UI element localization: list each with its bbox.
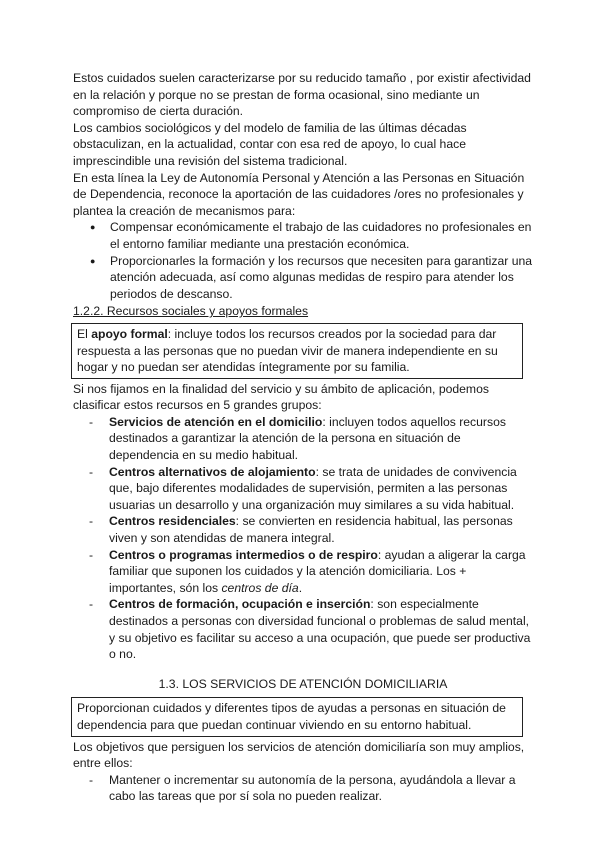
item-text: : se trata de unidades de convivencia que, bajo diferentes modalidades de supervisión, permiten a las personas usuarias un desarrollo y una organización muy similares a su vida habitual. (109, 464, 517, 512)
list-item (89, 513, 533, 546)
list-item (89, 464, 533, 514)
box-prefix: El (77, 326, 92, 341)
item-text: : son especialmente destinados a personas con diversidad funcional o problemas de salud mental, y su objetivo es facilitar su acceso a una ocupación, que puede ser productiva o no. (109, 597, 531, 662)
section-subheading: 1.2.2. Recursos sociales y apoyos formales (73, 304, 309, 319)
list-item (89, 547, 533, 597)
list-item: ● Proporcionarles la formación y los recursos que necesiten para garantizar una atención adecuada, así como algunas medidas de respiro para atender los periodos de descanso. (90, 253, 533, 303)
document-page (73, 70, 533, 805)
item-term: Centros o programas intermedios o de respiro (109, 547, 378, 562)
paragraph-cambios: Los cambios sociológicos y del modelo de familia de las últimas décadas obstaculizan, en la actualidad, contar con esa red de apoyo, lo cual hace imprescindible una revisión del sistema tradicional. (73, 120, 467, 168)
definicion-box: Proporcionan cuidados y diferentes tipos de ayudas a personas en situación de dependencia para que puedan continuar viviendo en su entorno habitual. (71, 697, 523, 736)
item-text: : se convierten en residencia habitual, las personas viven y son atendidas de manera integral. (109, 514, 513, 546)
grupos-list (73, 414, 533, 663)
item-term: Centros residenciales (109, 514, 236, 529)
item-tail: . (298, 580, 303, 595)
section-heading: 1.3. LOS SERVICIOS DE ATENCIÓN DOMICILIARIA (158, 676, 448, 691)
list-item (89, 596, 533, 662)
objetivos-list (73, 772, 533, 805)
paragraph-ley: En esta línea la Ley de Autonomía Personal y Atención a las Personas en Situación de Dependencia, reconoce la aportación de las cuidadores /ores no profesionales y plantea la creación de mecanismos para: (73, 170, 525, 218)
paragraph-caracteristicas: Estos cuidados suelen caracterizarse por su reducido tamaño , por existir afectividad en la relación y porque no se prestan de forma ocasional, sino mediante un compromiso de cierta duración. (73, 71, 531, 119)
item-italic: centros de día (221, 580, 299, 595)
list-item: ● Compensar económicamente el trabajo de las cuidadores no profesionales en el entorno familiar mediante una prestación económica. (90, 219, 533, 252)
paragraph-grupos: Si nos fijamos en la finalidad del servicio y su ámbito de aplicación, podemos clasificar estos recursos en 5 grandes grupos: (73, 381, 489, 413)
apoyo-formal-box (71, 323, 523, 379)
mecanismos-list (73, 219, 533, 302)
list-item: - Mantener o incrementar su autonomía de la persona, ayudándola a llevar a cabo las tareas que por sí sola no pueden realizar. (89, 772, 533, 805)
box-text: : incluye todos los recursos creados por la sociedad para dar respuesta a las personas que no puedan vivir de manera independiente en su hogar y no puedan ser atendidas íntegramente por su familia. (77, 326, 498, 375)
item-term: Servicios de atención en el domicilio (109, 414, 323, 429)
item-term: Centros de formación, ocupación e inserción (109, 597, 371, 612)
paragraph-objetivos: Los objetivos que persiguen los servicios de atención domiciliaría son muy amplios, entre ellos: (73, 739, 525, 771)
item-term: Centros alternativos de alojamiento (109, 464, 316, 479)
item-text: : ayudan a aligerar la carga familiar que suponen los cuidados y la atención domiciliaria. Los + importantes, són los (109, 547, 526, 595)
list-item (89, 414, 533, 464)
box-term: apoyo formal (91, 326, 168, 341)
item-text: : incluyen todos aquellos recursos destinados a garantizar la atención de la persona en situación de dependencia en su medio habitual. (109, 414, 506, 463)
